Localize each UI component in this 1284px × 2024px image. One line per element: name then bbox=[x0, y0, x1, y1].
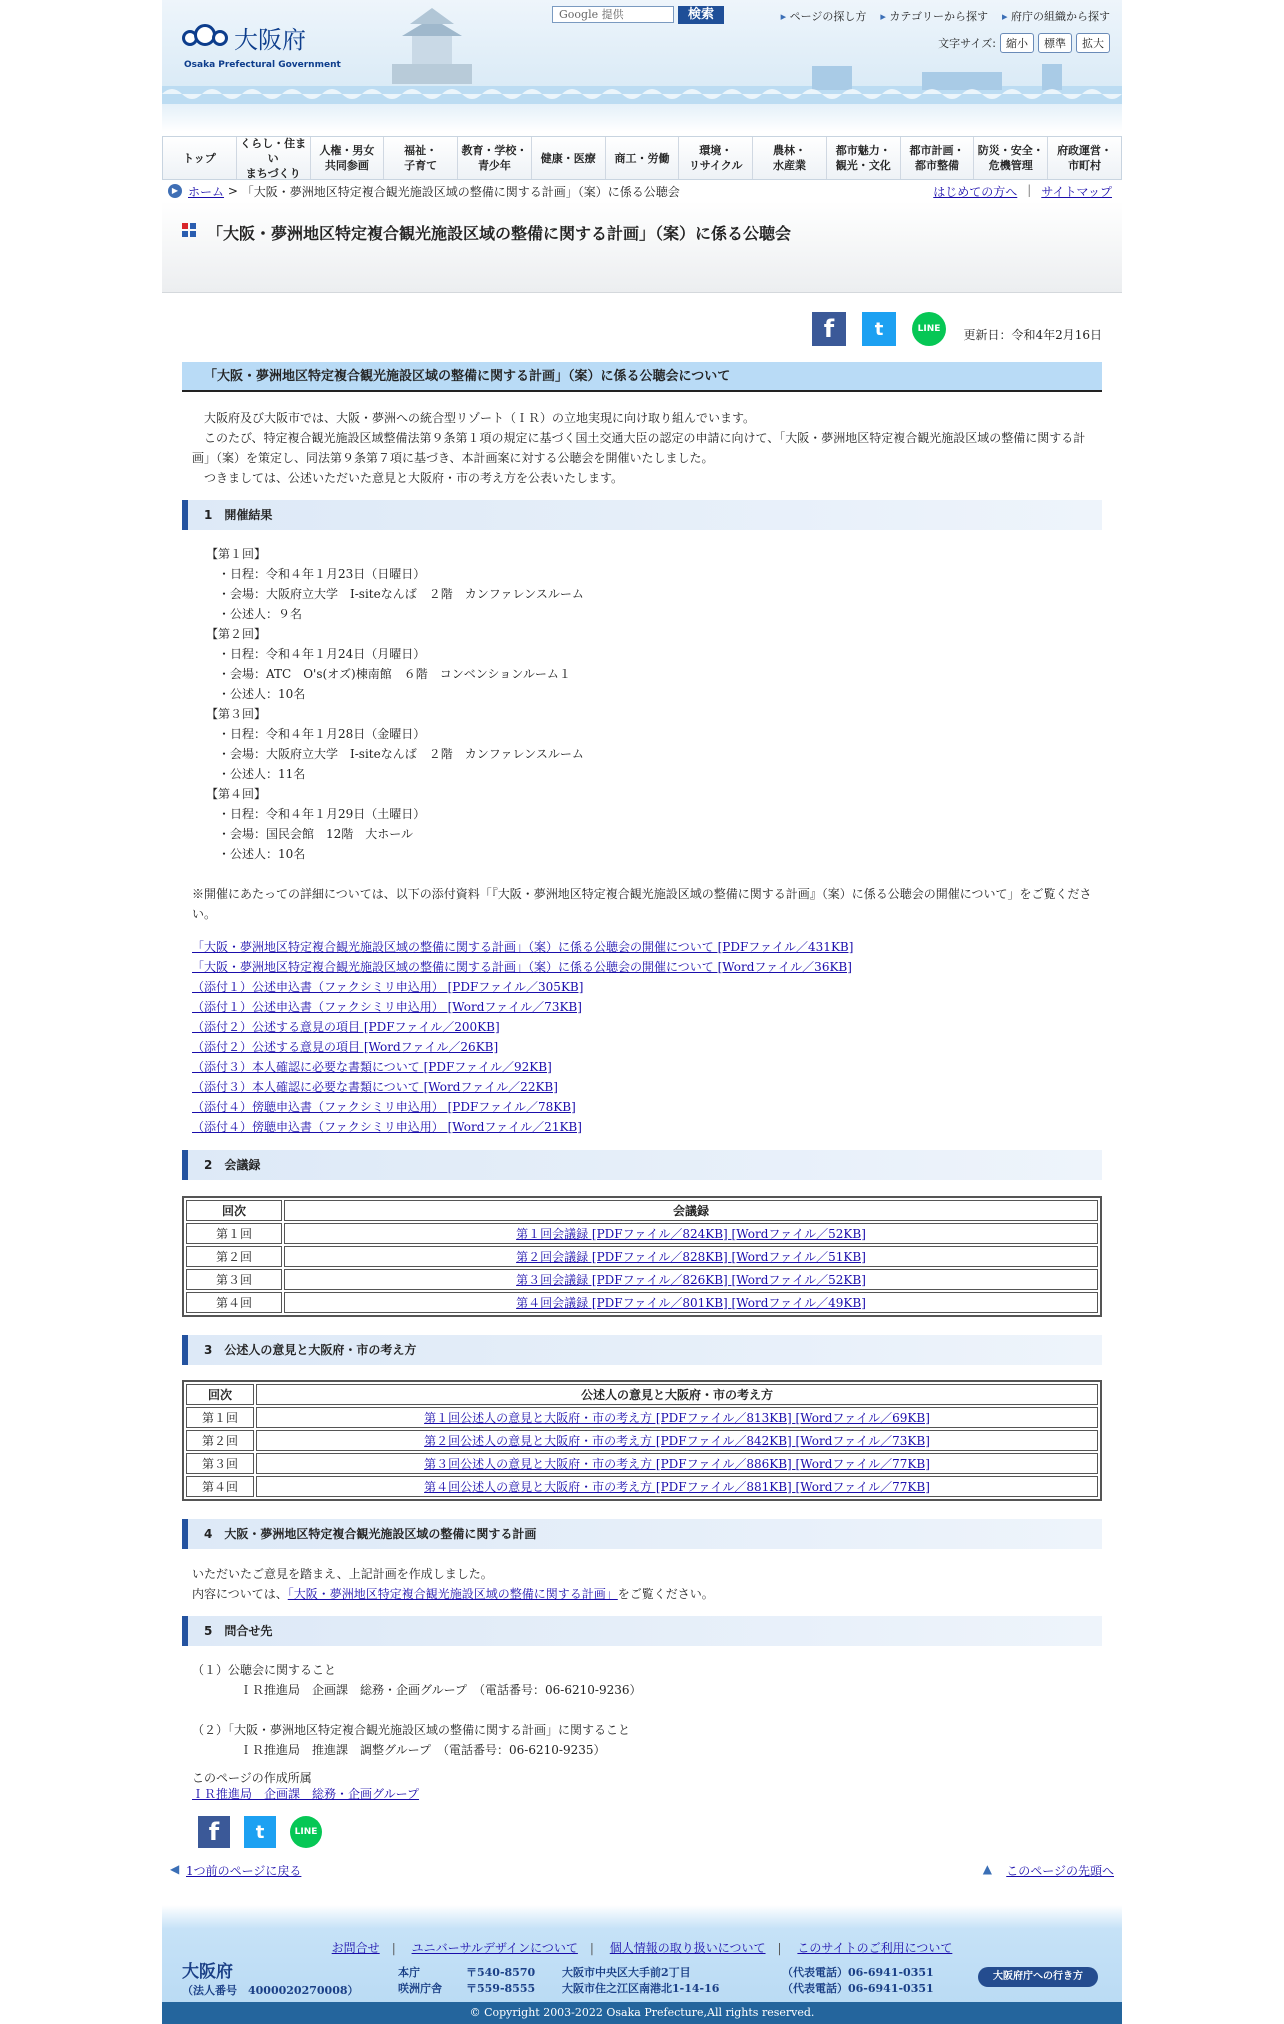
font-size-label: 文字サイズ: bbox=[938, 37, 996, 50]
top-links bbox=[781, 8, 1110, 24]
twitter-share-icon[interactable]: t bbox=[862, 312, 896, 346]
nav-label-line: まちづくり bbox=[245, 166, 301, 180]
attachment-link[interactable]: （添付２）公述する意見の項目 [Wordファイル／26KB] bbox=[192, 1040, 499, 1054]
search-input[interactable]: Google 提供 bbox=[552, 6, 674, 23]
attachment-link[interactable]: （添付３）本人確認に必要な書類について [PDFファイル／92KB] bbox=[192, 1060, 552, 1074]
page-top-link[interactable]: このページの先頭へ bbox=[1006, 1864, 1114, 1878]
results-list bbox=[206, 544, 1116, 864]
cityscape-illustration-icon bbox=[162, 64, 1122, 104]
nav-item-label bbox=[319, 143, 374, 173]
footer-office-tels bbox=[782, 1965, 934, 1997]
nav-label-line: 都市整備 bbox=[915, 159, 960, 172]
nav-item[interactable] bbox=[974, 137, 1048, 179]
table-header: 公述人の意見と大阪府・市の考え方 bbox=[256, 1384, 1098, 1405]
nav-label-line: 市町村 bbox=[1068, 159, 1102, 172]
footer-office-addresses bbox=[562, 1965, 719, 1997]
author-label: このページの作成所属 bbox=[192, 1771, 312, 1785]
office-address: 大阪市住之江区南港北1-14-16 bbox=[562, 1982, 720, 1995]
table-row bbox=[186, 1476, 1098, 1497]
nav-item-label bbox=[461, 143, 527, 173]
table-row bbox=[186, 1292, 1098, 1313]
result-line: 【第１回】 bbox=[206, 547, 267, 561]
document-link[interactable]: 第４回会議録 [PDFファイル／801KB] [Wordファイル／49KB] bbox=[516, 1296, 866, 1310]
result-line: ・会場：国民会館 12階 大ホール bbox=[218, 827, 414, 841]
table-cell-round: 第４回 bbox=[186, 1292, 282, 1313]
nav-item-label bbox=[773, 143, 806, 173]
nav-label-line: 都市計画・ bbox=[909, 144, 965, 157]
nav-item-label bbox=[978, 143, 1044, 173]
result-line: ・公述人：９名 bbox=[218, 607, 303, 621]
intro-text bbox=[192, 408, 1102, 488]
nav-item[interactable] bbox=[753, 137, 827, 179]
attachment-links bbox=[192, 937, 1102, 1137]
office-zip: 〒540-8570 bbox=[466, 1966, 536, 1979]
footer-contact-link[interactable]: お問合せ bbox=[331, 1941, 380, 1955]
nav-label-line: 農林・ bbox=[773, 144, 806, 157]
table-cell-doc bbox=[284, 1269, 1098, 1290]
table-row bbox=[186, 1269, 1098, 1290]
top-link-organization[interactable]: ▸ 府庁の組織から探す bbox=[1002, 8, 1110, 24]
footer-divider: | bbox=[777, 1941, 782, 1955]
nav-item[interactable] bbox=[163, 137, 237, 179]
footer-terms-link[interactable]: このサイトのご利用について bbox=[797, 1941, 953, 1955]
social-share-bottom bbox=[198, 1816, 322, 1848]
nav-label-line: 青少年 bbox=[477, 159, 511, 172]
facebook-share-icon[interactable]: f bbox=[812, 312, 846, 346]
result-line: ・日程：令和４年１月29日（土曜日） bbox=[218, 807, 426, 821]
table-cell-round: 第３回 bbox=[186, 1453, 254, 1474]
attachment-link[interactable]: （添付１）公述申込書（ファクシミリ申込用） [Wordファイル／73KB] bbox=[192, 1000, 582, 1014]
breadcrumb-separator: > bbox=[224, 184, 242, 198]
table-row bbox=[186, 1223, 1098, 1244]
table-row bbox=[186, 1407, 1098, 1428]
office-zip: 〒559-8555 bbox=[466, 1982, 536, 1995]
minutes-table bbox=[182, 1196, 1102, 1317]
nav-label-line: 都市魅力・ bbox=[835, 144, 891, 157]
opinions-table bbox=[182, 1380, 1102, 1501]
link-divider: | bbox=[1027, 182, 1032, 197]
nav-item[interactable] bbox=[237, 137, 311, 179]
nav-label-line: 子育て bbox=[404, 159, 438, 172]
table-header: 回次 bbox=[186, 1200, 282, 1221]
title-squares-icon bbox=[182, 223, 196, 237]
footer-office-zips bbox=[466, 1965, 535, 1997]
heading-minutes: 2 会議録 bbox=[182, 1150, 1102, 1180]
title-bar bbox=[162, 201, 1122, 293]
table-cell-round: 第１回 bbox=[186, 1407, 254, 1428]
nav-item-label bbox=[910, 143, 965, 173]
plan-text-after: をご覧ください。 bbox=[617, 1587, 714, 1601]
nav-item-label bbox=[1057, 143, 1112, 173]
nav-item[interactable] bbox=[901, 137, 975, 179]
plan-text-before: 内容については、 bbox=[192, 1587, 288, 1601]
access-map-button[interactable]: 大阪府庁への行き方 bbox=[978, 1967, 1098, 1987]
footer-divider: | bbox=[589, 1941, 594, 1955]
heading-contact: 5 問合せ先 bbox=[182, 1616, 1102, 1646]
site-footer bbox=[162, 1905, 1122, 2024]
office-tel: （代表電話）06-6941-0351 bbox=[782, 1982, 934, 1995]
table-cell-doc bbox=[284, 1292, 1098, 1313]
result-line: ・公述人：10名 bbox=[218, 847, 306, 861]
nav-label-line: 人権・男女 bbox=[319, 144, 375, 157]
footer-org-name: 大阪府 bbox=[182, 1962, 233, 1982]
social-share-top bbox=[812, 312, 946, 346]
nav-label-line: 環境・ bbox=[699, 144, 733, 157]
result-line: ・日程：令和４年１月23日（日曜日） bbox=[218, 567, 426, 581]
intro-line: つきましては、公述いただいた意見と大阪府・市の考え方を公表いたします。 bbox=[192, 471, 624, 485]
attachment-link[interactable]: （添付４）傍聴申込書（ファクシミリ申込用） [Wordファイル／21KB] bbox=[192, 1120, 582, 1134]
attachment-link[interactable]: （添付１）公述申込書（ファクシミリ申込用） [PDFファイル／305KB] bbox=[192, 980, 584, 994]
contact-line bbox=[192, 1700, 1102, 1720]
sitemap-link[interactable]: サイトマップ bbox=[1041, 184, 1112, 199]
logo-english: Osaka Prefectural Government bbox=[184, 60, 341, 70]
table-header: 会議録 bbox=[284, 1200, 1098, 1221]
nav-label-line: 福祉・ bbox=[404, 144, 438, 157]
intro-line: このたび、特定複合観光施設区域整備法第９条第１項の規定に基づく国土交通大臣の認定の申請に向けて、「大阪・夢洲地区特定複合観光施設区域の整備に関する計画」（案）を策定し、同法第９条第７項に基づき、本計画案に対する公聴会を開催いたしました。 bbox=[192, 431, 1086, 465]
facebook-share-icon[interactable]: f bbox=[198, 1816, 230, 1848]
office-name: 咲洲庁舎 bbox=[398, 1982, 442, 1995]
page-title: 「大阪・夢洲地区特定複合観光施設区域の整備に関する計画」（案）に係る公聴会 bbox=[207, 224, 792, 243]
contact-line: ＩＲ推進局 推進課 調整グループ （電話番号：06-6210-9235） bbox=[192, 1743, 606, 1757]
nav-label-line: 共同参画 bbox=[324, 159, 369, 172]
nav-label-line: 観光・文化 bbox=[835, 159, 891, 172]
footer-office-names bbox=[398, 1965, 442, 1997]
logo-text: 大阪府 bbox=[234, 26, 306, 54]
plan-line: いただいたご意見を踏まえ、上記計画を作成しました。 bbox=[192, 1567, 493, 1581]
nav-item[interactable] bbox=[679, 137, 753, 179]
contact-line: ＩＲ推進局 企画課 総務・企画グループ （電話番号：06-6210-9236） bbox=[192, 1683, 642, 1697]
office-name: 本庁 bbox=[398, 1966, 420, 1979]
font-size-normal-button[interactable]: 標準 bbox=[1038, 33, 1072, 53]
back-link[interactable]: 1つ前のページに戻る bbox=[186, 1864, 302, 1878]
table-cell-doc bbox=[284, 1246, 1098, 1267]
result-line: ・公述人：11名 bbox=[218, 767, 306, 781]
line-share-icon[interactable]: LINE bbox=[290, 1816, 322, 1848]
result-line: 【第３回】 bbox=[206, 707, 267, 721]
nav-item-label bbox=[237, 136, 310, 181]
nav-item-label bbox=[541, 151, 596, 166]
result-line: ・日程：令和４年１月24日（月曜日） bbox=[218, 647, 426, 661]
nav-label-line: 教育・学校・ bbox=[461, 144, 528, 157]
contact-line: （２）「大阪・夢洲地区特定複合観光施設区域の整備に関する計画」に関すること bbox=[192, 1723, 631, 1737]
nav-item-label bbox=[404, 143, 437, 173]
document-link[interactable]: 第１回会議録 [PDFファイル／824KB] [Wordファイル／52KB] bbox=[516, 1227, 866, 1241]
attachment-note: ※開催にあたっての詳細については、以下の添付資料「『大阪・夢洲地区特定複合観光施設区域の整備に関する計画』（案）に係る公聴会の開催について」をご覧ください。 bbox=[192, 887, 1092, 921]
intro-line: 大阪府及び大阪市では、大阪・夢洲への統合型リゾート（ＩＲ）の立地実現に向け取り組んでいます。 bbox=[192, 411, 756, 425]
heading-opinions: 3 公述人の意見と大阪府・市の考え方 bbox=[182, 1335, 1102, 1365]
document-link[interactable]: 第３回公述人の意見と大阪府・市の考え方 [PDFファイル／886KB] [Wordファイル／77KB] bbox=[424, 1457, 930, 1471]
plan-link[interactable]: 「大阪・夢洲地区特定複合観光施設区域の整備に関する計画」 bbox=[287, 1587, 618, 1601]
top-link-category[interactable]: ▸ カテゴリーから探す bbox=[880, 8, 988, 24]
table-cell-round: 第４回 bbox=[186, 1476, 254, 1497]
nav-label-line: 健康・医療 bbox=[540, 151, 596, 165]
page-top-arrow-icon: ▲ bbox=[982, 1862, 992, 1876]
table-cell-round: 第２回 bbox=[186, 1430, 254, 1451]
nav-label-line: 防災・安全・ bbox=[977, 144, 1044, 157]
attachment-link[interactable]: （添付４）傍聴申込書（ファクシミリ申込用） [PDFファイル／78KB] bbox=[192, 1100, 576, 1114]
plan-text bbox=[192, 1564, 1102, 1604]
author-block bbox=[192, 1770, 1102, 1802]
nav-item-label bbox=[183, 151, 216, 166]
nav-item[interactable] bbox=[606, 137, 680, 179]
document-link[interactable]: 第３回会議録 [PDFファイル／826KB] [Wordファイル／52KB] bbox=[516, 1273, 866, 1287]
nav-item-label bbox=[689, 143, 742, 173]
font-size-large-button[interactable]: 拡大 bbox=[1076, 33, 1110, 53]
footer-org bbox=[182, 1957, 359, 1998]
site-logo[interactable] bbox=[182, 20, 306, 55]
table-cell-round: 第２回 bbox=[186, 1246, 282, 1267]
footer-divider: | bbox=[391, 1941, 396, 1955]
table-cell-round: 第１回 bbox=[186, 1223, 282, 1244]
table-header-row bbox=[186, 1200, 1098, 1221]
updated-date: 更新日：令和4年2月16日 bbox=[963, 328, 1102, 342]
attachment-link[interactable]: （添付３）本人確認に必要な書類について [Wordファイル／22KB] bbox=[192, 1080, 558, 1094]
result-line: ・日程：令和４年１月28日（金曜日） bbox=[218, 727, 426, 741]
result-line: ・会場：大阪府立大学 I-siteなんば ２階 カンファレンスルーム bbox=[218, 587, 584, 601]
document-link[interactable]: 第１回公述人の意見と大阪府・市の考え方 [PDFファイル／813KB] [Wordファイル／69KB] bbox=[424, 1411, 930, 1425]
nav-item[interactable] bbox=[311, 137, 385, 179]
table-header: 回次 bbox=[186, 1384, 254, 1405]
breadcrumb bbox=[162, 181, 1122, 201]
nav-label-line: 水産業 bbox=[773, 159, 806, 172]
document-link[interactable]: 第２回公述人の意見と大阪府・市の考え方 [PDFファイル／842KB] [Wordファイル／73KB] bbox=[424, 1434, 930, 1448]
search-form bbox=[552, 6, 724, 24]
table-cell-doc bbox=[256, 1407, 1098, 1428]
logo-mark-icon bbox=[182, 30, 224, 46]
footer-corp-number: （法人番号 4000020270008） bbox=[182, 1984, 359, 1997]
document-link[interactable]: 第２回会議録 [PDFファイル／828KB] [Wordファイル／51KB] bbox=[516, 1250, 866, 1264]
table-header-row bbox=[186, 1384, 1098, 1405]
nav-label-line: リサイクル bbox=[689, 159, 743, 172]
breadcrumb-home-link[interactable]: ホーム bbox=[188, 184, 225, 199]
nav-item[interactable] bbox=[458, 137, 532, 179]
heading-results: 1 開催結果 bbox=[182, 500, 1102, 530]
nav-item[interactable] bbox=[532, 137, 606, 179]
result-line: ・公述人：10名 bbox=[218, 687, 306, 701]
table-cell-doc bbox=[256, 1430, 1098, 1451]
table-cell-doc bbox=[256, 1453, 1098, 1474]
site-header bbox=[162, 0, 1122, 132]
nav-item[interactable] bbox=[1048, 137, 1121, 179]
font-size-small-button[interactable]: 縮小 bbox=[1000, 33, 1034, 53]
nav-item[interactable] bbox=[384, 137, 458, 179]
section-heading: 「大阪・夢洲地区特定複合観光施設区域の整備に関する計画」（案）に係る公聴会について bbox=[182, 362, 1102, 392]
font-size-control bbox=[938, 33, 1110, 53]
nav-item[interactable] bbox=[827, 137, 901, 179]
author-link[interactable]: ＩＲ推進局 企画課 総務・企画グループ bbox=[192, 1787, 420, 1801]
nav-item-label bbox=[614, 151, 669, 166]
table-cell-doc bbox=[256, 1476, 1098, 1497]
nav-label-line: くらし・住まい bbox=[240, 136, 307, 165]
attachment-link[interactable]: 「大阪・夢洲地区特定複合観光施設区域の整備に関する計画」（案）に係る公聴会の開催について [PDFファイル／431KB] bbox=[192, 940, 854, 954]
result-line: 【第４回】 bbox=[206, 787, 267, 801]
footer-privacy-link[interactable]: 個人情報の取り扱いについて bbox=[609, 1941, 766, 1955]
nav-label-line: 商工・労働 bbox=[614, 151, 670, 165]
beginners-link[interactable]: はじめての方へ bbox=[933, 184, 1018, 199]
footer-ud-link[interactable]: ユニバーサルデザインについて bbox=[411, 1941, 578, 1955]
document-link[interactable]: 第４回公述人の意見と大阪府・市の考え方 [PDFファイル／881KB] [Wordファイル／77KB] bbox=[424, 1480, 930, 1494]
table-row bbox=[186, 1453, 1098, 1474]
back-arrow-icon: ◀ bbox=[170, 1862, 180, 1876]
heading-plan: 4 大阪・夢洲地区特定複合観光施設区域の整備に関する計画 bbox=[182, 1519, 1102, 1549]
nav-label-line: 府政運営・ bbox=[1057, 144, 1113, 157]
copyright: © Copyright 2003-2022 Osaka Prefecture,All rights reserved. bbox=[162, 2002, 1122, 2024]
footer-links bbox=[162, 1939, 1122, 1956]
twitter-share-icon[interactable]: t bbox=[244, 1816, 276, 1848]
line-share-icon[interactable]: LINE bbox=[912, 312, 946, 346]
attachment-link[interactable]: 「大阪・夢洲地区特定複合観光施設区域の整備に関する計画」（案）に係る公聴会の開催について [Wordファイル／36KB] bbox=[192, 960, 852, 974]
nav-item-label bbox=[836, 143, 891, 173]
top-link-page-guide[interactable]: ▸ ページの探し方 bbox=[781, 8, 867, 24]
breadcrumb-current: 「大阪・夢洲地区特定複合観光施設区域の整備に関する計画」（案）に係る公聴会 bbox=[241, 184, 680, 199]
table-row bbox=[186, 1246, 1098, 1267]
nav-label-line: 危機管理 bbox=[988, 159, 1033, 172]
plan-line bbox=[192, 1584, 1102, 1604]
breadcrumb-arrow-icon: ▶ bbox=[168, 184, 182, 198]
global-nav bbox=[162, 136, 1122, 180]
office-address: 大阪市中央区大手前2丁目 bbox=[562, 1966, 691, 1979]
contact-list bbox=[192, 1660, 1102, 1760]
office-tel: （代表電話）06-6941-0351 bbox=[782, 1966, 934, 1979]
search-button[interactable]: 検索 bbox=[678, 6, 724, 24]
result-line: ・会場：ATC O's(オズ)棟南館 ６階 コンベンションルーム１ bbox=[218, 667, 571, 681]
result-line: ・会場：大阪府立大学 I-siteなんば ２階 カンファレンスルーム bbox=[218, 747, 584, 761]
table-cell-doc bbox=[284, 1223, 1098, 1244]
attachment-link[interactable]: （添付２）公述する意見の項目 [PDFファイル／200KB] bbox=[192, 1020, 500, 1034]
table-row bbox=[186, 1430, 1098, 1451]
contact-line: （１）公聴会に関すること bbox=[192, 1663, 337, 1677]
table-cell-round: 第３回 bbox=[186, 1269, 282, 1290]
result-line: 【第２回】 bbox=[206, 627, 267, 641]
nav-label-line: トップ bbox=[183, 151, 216, 165]
